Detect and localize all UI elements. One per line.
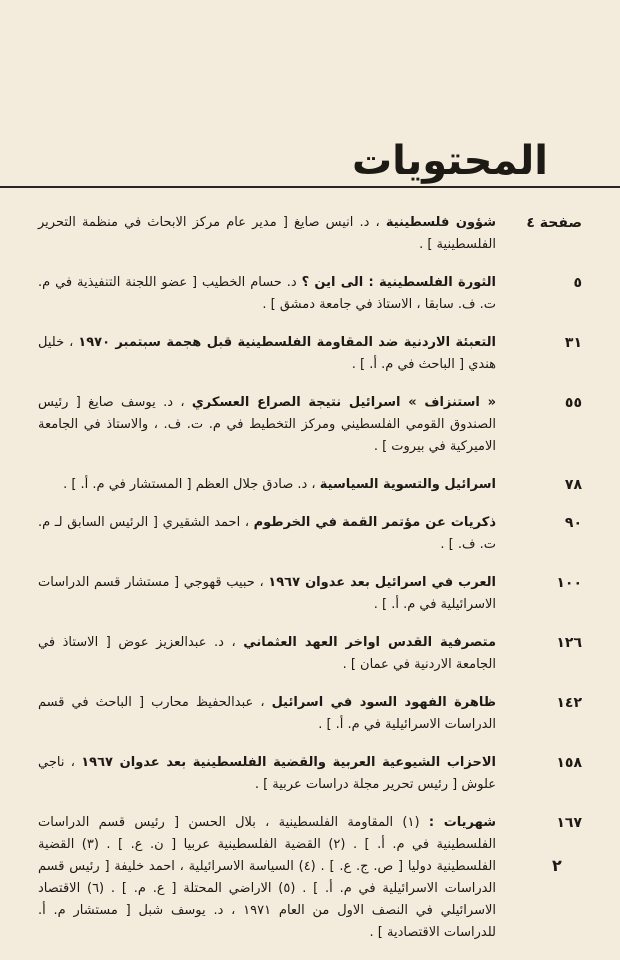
entry-author: ، عبدالحفيظ محارب [ الباحث في قسم الدراسات الاسرائيلية في م. أ. ] .: [38, 695, 496, 732]
entry-author: ، د. عبدالعزيز عوض [ الاستاذ في الجامعة الاردنية في عمان ] .: [38, 635, 496, 672]
entry-page-number: ١٥٨: [556, 755, 582, 771]
entry-title: متصرفية القدس اواخر العهد العثماني: [243, 635, 497, 650]
entry-author: (١) المقاومة الفلسطينية ، بلال الحسن [ رئيس قسم الدراسات الفلسطينية في م. أ. ] . (٢) القضية الفلسطينية عربيا [ ن. ع. ] . (٣) القضية الفلسطينية دوليا [ ص. ج. ع. ] . (٤) السياسة الاسرائيلية ، احمد خليفة [ رئيس قسم الدراسات الاسرائيلية في م. أ. ] . (٥) الاراضي المحتلة [ ع. م. ] . (٦) الاقتصاد الاسرائيلي في النصف الاول من العام ١٩٧١ ، د. يوسف شبل [ مستشار م. أ. للدراسات الاقتصادية ] .: [38, 815, 497, 940]
entry-author: ، د. صادق جلال العظم [ المستشار في م. أ. ] .: [63, 477, 320, 492]
contents-entry: [38, 812, 582, 944]
entry-title: الثورة الفلسطينية : الى اين ؟: [301, 275, 496, 290]
entry-author: ، خليل هندي [ الباحث في م. أ. ] .: [38, 335, 496, 372]
entry-author: ، حبيب قهوجي [ مستشار قسم الدراسات الاسرائيلية في م. أ. ] .: [38, 575, 496, 612]
entry-title: التعبئة الاردنية ضد المقاومة الفلسطينية قبل هجمة سبتمبر ١٩٧٠: [78, 335, 496, 350]
entry-title: ظاهرة الفهود السود في اسرائيل: [271, 695, 497, 710]
contents-entry: [38, 332, 582, 376]
entry-title: « استنزاف » اسرائيل نتيجة الصراع العسكري: [191, 395, 496, 410]
entry-page-number: ٩٠: [564, 515, 582, 531]
entry-author: ، ناجي علوش [ رئيس تحرير مجلة دراسات عربية ] .: [38, 755, 496, 792]
entry-page-number: ٥٥: [564, 395, 582, 411]
page-number: ٢: [552, 856, 562, 875]
contents-entry: [38, 692, 582, 736]
page-title: المحتويات: [351, 138, 548, 184]
entry-page-number: ١٠٠: [556, 575, 582, 591]
contents-list: [38, 212, 582, 960]
entry-title: العرب في اسرائيل بعد عدوان ١٩٦٧: [268, 575, 496, 590]
contents-entry: [38, 512, 582, 556]
contents-entry: [38, 572, 582, 616]
entry-title: شؤون فلسطينية: [385, 215, 496, 230]
entry-page-number: ٧٨: [564, 477, 582, 493]
contents-entry: [38, 632, 582, 676]
entry-page-number: ٥: [573, 275, 582, 291]
entry-author: ، احمد الشقيري [ الرئيس السابق لـ م. ت. ف. ] .: [38, 515, 496, 552]
contents-entry: [38, 392, 582, 458]
entry-author: ، د. انيس صايغ [ مدير عام مركز الابحاث في منظمة التحرير الفلسطينية ] .: [38, 215, 496, 252]
entry-title: الاحزاب الشيوعية العربية والقضية الفلسطينية بعد عدوان ١٩٦٧: [81, 755, 496, 770]
entry-title: اسرائيل والتسوية السياسية: [319, 477, 496, 492]
entry-page-number: ٣١: [564, 335, 582, 351]
contents-entry: [38, 272, 582, 316]
contents-entry: [38, 474, 582, 496]
entry-author: ، د. يوسف صايغ [ رئيس الصندوق القومي الفلسطيني ومركز التخطيط في م. ت. ف. ، والاستاذ في الجامعة الاميركية في بيروت ] .: [38, 395, 496, 454]
entry-author: د. حسام الخطيب [ عضو اللجنة التنفيذية في م. ت. ف. سابقا ، الاستاذ في جامعة دمشق ] .: [38, 275, 496, 312]
contents-entry: [38, 212, 582, 256]
title-divider: [0, 186, 620, 188]
entry-page-number: صفحة ٤: [526, 215, 582, 231]
contents-entry: [38, 752, 582, 796]
entry-title: شهريات :: [428, 815, 496, 830]
entry-page-number: ١٢٦: [556, 635, 582, 651]
entry-page-number: ١٦٧: [556, 815, 582, 831]
entry-title: ذكريات عن مؤتمر القمة في الخرطوم: [253, 515, 496, 530]
entry-page-number: ١٤٢: [556, 695, 582, 711]
